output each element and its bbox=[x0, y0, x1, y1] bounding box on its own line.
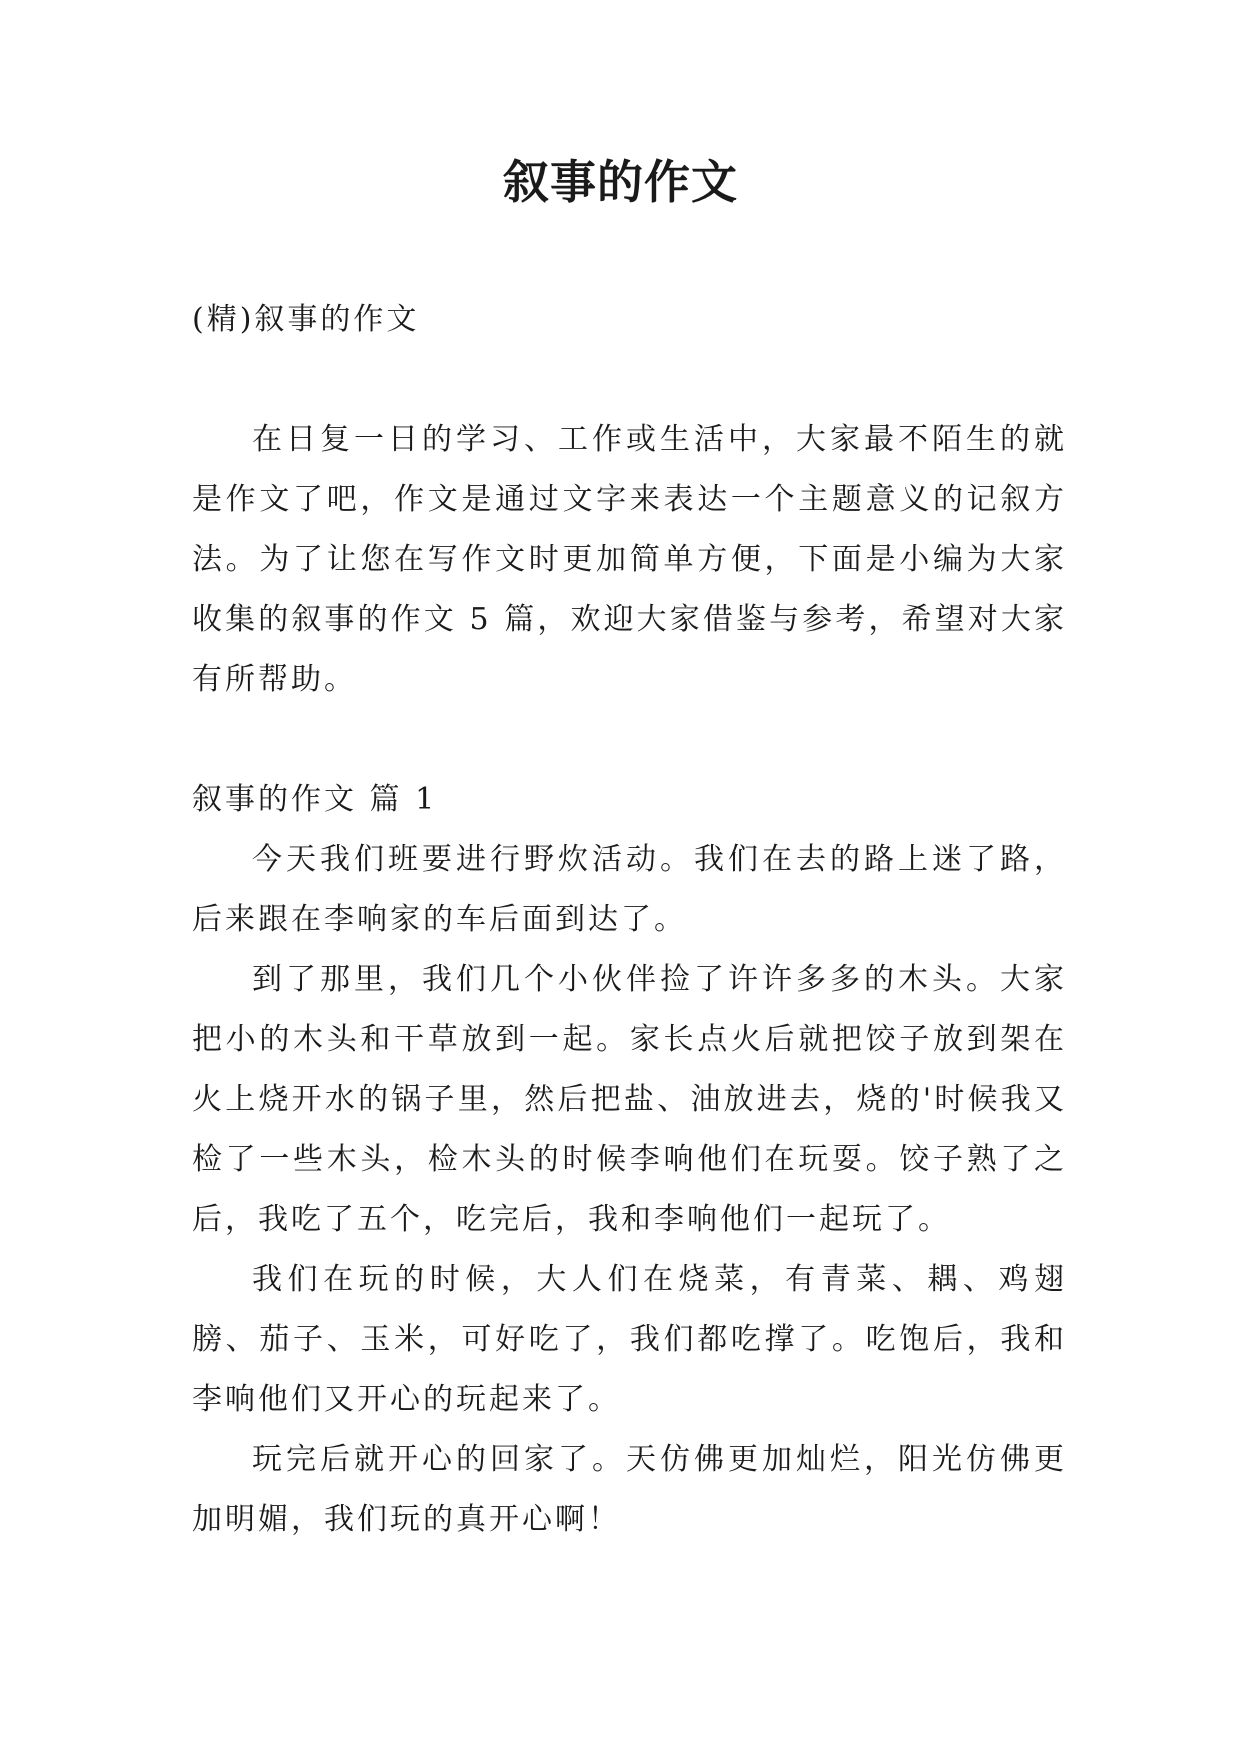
intro-paragraph: 在日复一日的学习、工作或生活中，大家最不陌生的就是作文了吧，作文是通过文字来表达一个主题意义的记叙方法。为了让您在写作文时更加简单方便，下面是小编为大家收集的叙事的作文 5 篇，欢迎大家借鉴与参考，希望对大家有所帮助。 bbox=[192, 422, 1067, 697]
body-paragraph: 玩完后就开心的回家了。天仿佛更加灿烂，阳光仿佛更加明媚，我们玩的真开心啊！ bbox=[192, 1442, 1067, 1537]
body-paragraph: 我们在玩的时候，大人们在烧菜，有青菜、耦、鸡翅膀、茄子、玉米，可好吃了，我们都吃撑了。吃饱后，我和李响他们又开心的玩起来了。 bbox=[192, 1262, 1067, 1417]
document-body bbox=[192, 290, 1067, 1550]
document-subtitle: (精)叙事的作文 bbox=[192, 302, 420, 337]
section-heading: 叙事的作文 篇 1 bbox=[192, 782, 438, 817]
body-paragraph: 到了那里，我们几个小伙伴捡了许许多多的木头。大家把小的木头和干草放到一起。家长点火后就把饺子放到架在火上烧开水的锅子里，然后把盐、油放进去，烧的'时候我又检了一些木头，检木头的时候李响他们在玩耍。饺子熟了之后，我吃了五个，吃完后，我和李响他们一起玩了。 bbox=[192, 962, 1067, 1237]
body-paragraph: 今天我们班要进行野炊活动。我们在去的路上迷了路，后来跟在李响家的车后面到达了。 bbox=[192, 842, 1067, 937]
document-title: 叙事的作文 bbox=[503, 155, 738, 209]
